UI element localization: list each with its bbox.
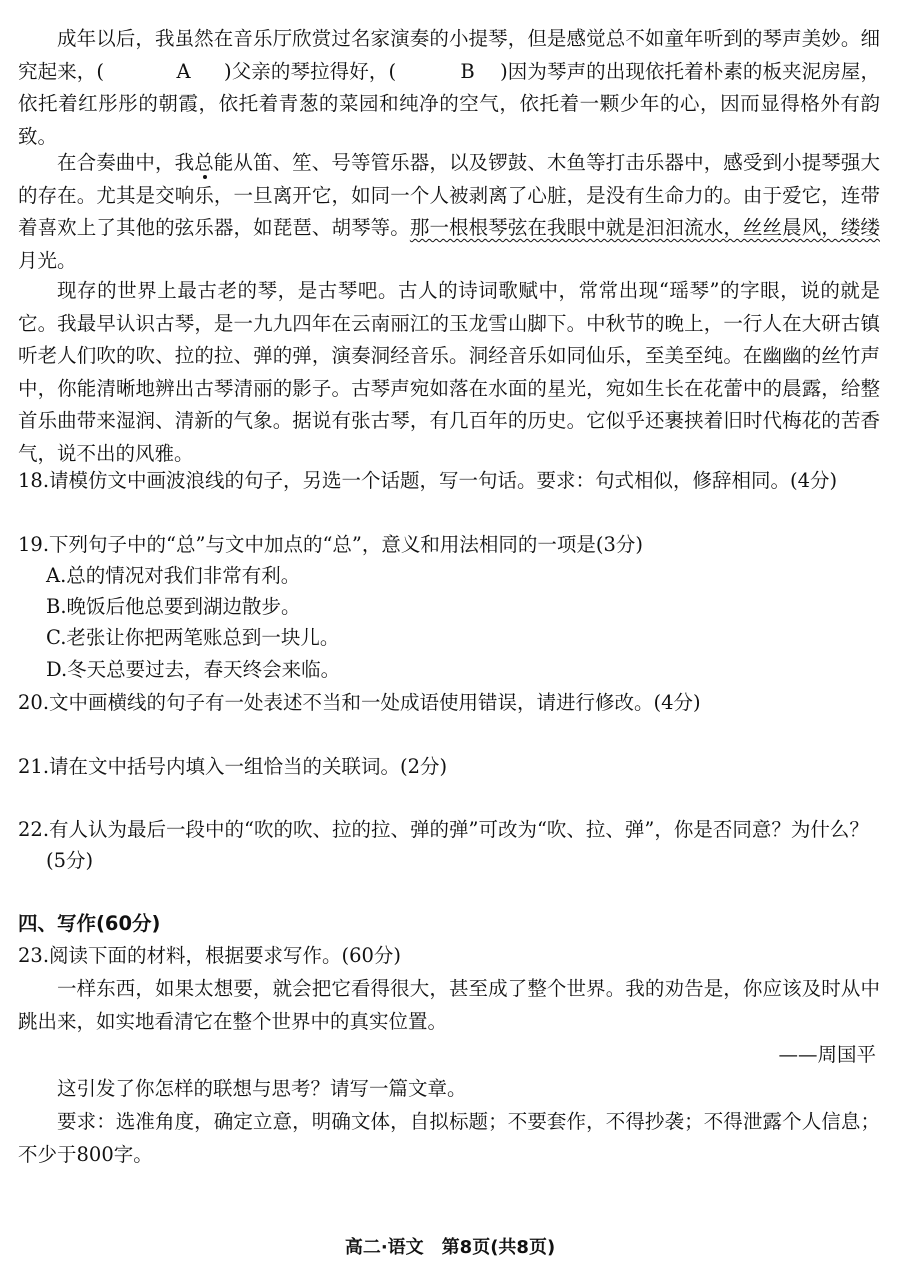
passage-paragraph-2 — [18, 147, 880, 277]
blank-a: A — [176, 59, 191, 83]
text-segment: 在合奏曲中，我 — [57, 151, 195, 174]
text-segment: 成年以后，我虽然在音乐厅欣赏过名家演奏的小提琴，但是感觉总不如童年听到的琴声美妙。细究起来，( — [18, 27, 880, 83]
question-20: 20.文中画横线的句子有一处表述不当和一处成语使用错误，请进行修改。(4分) — [18, 691, 701, 714]
passage-paragraph-3: 现存的世界上最古老的琴，是古琴吧。古人的诗词歌赋中，常常出现“瑶琴”的字眼，说的就是它。我最早认识古琴，是一九九四年在云南丽江的玉龙雪山脚下。中秋节的晚上，一行人在大研古镇听老人们吹的吹、拉的拉、弹的弹，演奏洞经音乐。洞经音乐如同仙乐，至美至纯。在幽幽的丝竹声中，你能清晰地辨出古琴清丽的影子。古琴声宛如落在水面的星光，宛如生长在花蕾中的晨露，给整首乐曲带来湿润、清新的气象。据说有张古琴，有几百年的历史。它似乎还裹挟着旧时代梅花的苦香气，说不出的风雅。 — [18, 279, 880, 465]
text-segment: 月光。 — [18, 248, 77, 272]
text-segment: )因为琴声的出现依托着朴素的板夹泥房屋，依托着红彤彤的朝霞，依托着青葱的菜园和纯净的空气，依托着一颗少年的心，因而显得格外有韵致。 — [18, 59, 881, 148]
page-footer: 高二·语文 第8页(共8页) — [344, 1237, 556, 1258]
question-19-option-a: A.总的情况对我们非常有利。 — [46, 564, 301, 587]
question-22-line-2: (5分) — [46, 849, 94, 872]
passage-paragraph-1 — [18, 23, 880, 153]
text-segment: 能从笛、笙、号等管乐器，以及锣鼓、木鱼等打击乐器中，感受到小提琴强大的存在。尤其是交响乐，一旦离开它，如同一个人被剥离了心脏，是没有生命力的。由于爱它，连带着喜欢上了其他的弦乐器，如琵琶、胡琴等。 — [18, 151, 880, 240]
question-19-option-c: C.老张让你把两笔账总到一块儿。 — [46, 626, 340, 649]
blank-b: B — [460, 59, 475, 83]
wavy-underlined-sentence: 那一根根琴弦在我眼中就是汩汩流水，丝丝晨风，缕缕 — [409, 216, 880, 240]
writing-material: 一样东西，如果太想要，就会把它看得很大，甚至成了整个世界。我的劝告是，你应该及时从中跳出来，如实地看清它在整个世界中的真实位置。 — [18, 977, 880, 1033]
text-segment: )父亲的琴拉得好，( — [224, 59, 397, 83]
writing-requirements: 要求：选准角度，确定立意，明确文体，自拟标题；不要套作，不得抄袭；不得泄露个人信息；不少于800字。 — [18, 1110, 880, 1166]
section-title-writing: 四、写作(60分) — [18, 912, 161, 935]
question-19-option-b: B.晚饭后他总要到湖边散步。 — [46, 595, 301, 618]
question-23: 23.阅读下面的材料，根据要求写作。(60分) — [18, 944, 402, 967]
question-19-stem: 19.下列句子中的“总”与文中加点的“总”，意义和用法相同的一项是(3分) — [18, 533, 644, 556]
writing-prompt: 这引发了你怎样的联想与思考？请写一篇文章。 — [57, 1077, 467, 1100]
question-22-line-1: 22.有人认为最后一段中的“吹的吹、拉的拉、弹的弹”可改为“吹、拉、弹”，你是否同意？为什么？ — [18, 818, 869, 841]
question-19-option-d: D.冬天总要过去，春天终会来临。 — [46, 658, 341, 681]
question-21: 21.请在文中括号内填入一组恰当的关联词。(2分) — [18, 755, 448, 778]
dotted-character: 总 — [194, 151, 214, 174]
material-signature: ——周国平 — [778, 1043, 876, 1066]
question-18: 18.请模仿文中画波浪线的句子，另选一个话题，写一句话。要求：句式相似，修辞相同。(4分) — [18, 469, 838, 492]
